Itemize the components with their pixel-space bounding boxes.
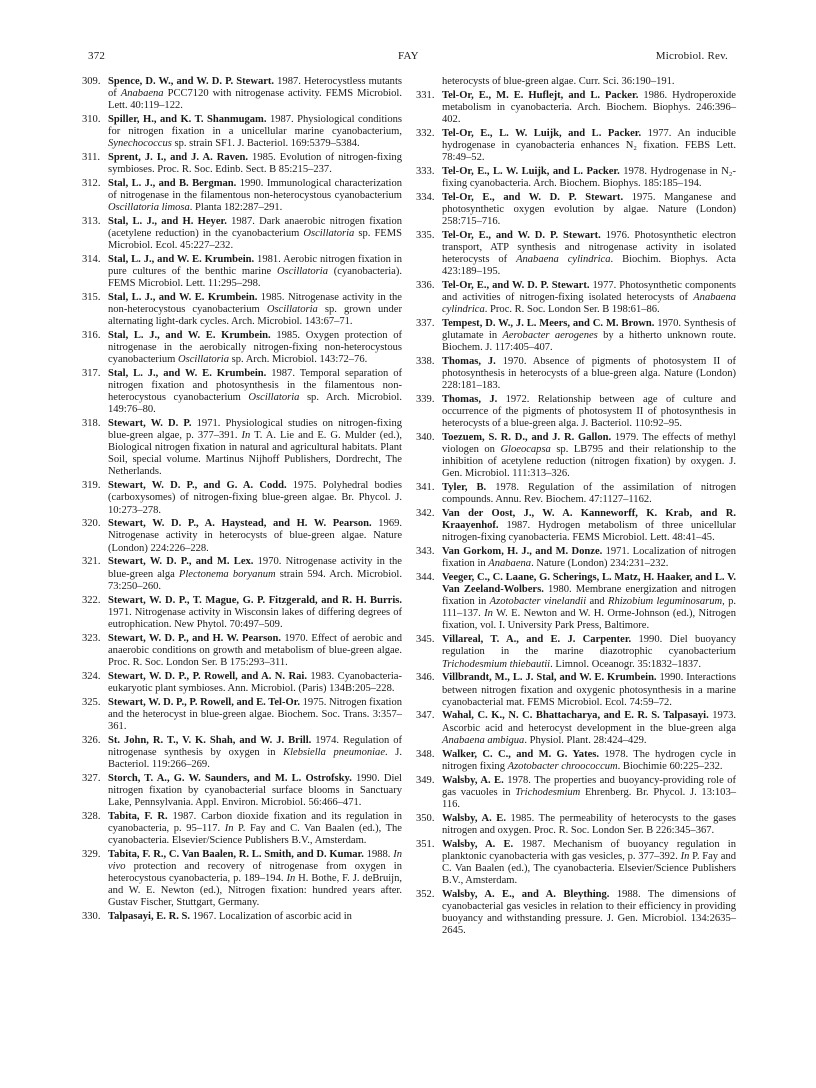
reference-segment: 1985. Nitrogenase activity in the non-heterocystous cyanobacterium (108, 292, 402, 316)
reference-entry (416, 634, 736, 670)
reference-authors: Stewart, W. D. P., A. Haystead, and H. W. Pearson. (108, 518, 372, 530)
reference-authors: Talpasayi, E. R. S. (108, 910, 190, 922)
reference-segment: 1987. Heterocystless mutants of (108, 76, 402, 100)
reference-authors: Stewart, W. D. P., T. Mague, G. P. Fitzgerald, and R. H. Burris. (108, 594, 402, 606)
reference-text (108, 292, 402, 327)
reference-authors: Walsby, A. E. (442, 812, 506, 824)
reference-authors: Walsby, A. E., and A. Bleything. (442, 888, 610, 900)
reference-segment: 1985. Oxygen protection of nitrogenase in the aerobically nitrogen-fixing non-heterocystous cyanobacterium (108, 330, 402, 366)
reference-segment: . Proc. R. Soc. London Ser. B 198:61–86. (484, 304, 660, 316)
reference-italic-term: Oscillatoria limosa (108, 202, 190, 214)
reference-authors: Tel-Or, E., L. W. Luijk, and L. Packer. (442, 166, 620, 177)
reference-entry (82, 556, 402, 592)
reference-segment: sp. FEMS Microbiol. Ecol. 45:227–232. (108, 228, 402, 252)
reference-number: 321. (82, 556, 101, 568)
reference-entry (82, 911, 402, 923)
reference-authors: Tel-Or, E., and W. D. P. Stewart. (442, 280, 590, 292)
reference-segment: 1971. Localization of nitrogen fixation in (442, 546, 737, 570)
reference-segment: 1987. Mechanism of buoyancy regulation in planktonic cyanobacteria with gas vesicles, p. 377–392. (442, 838, 736, 862)
reference-number: 326. (82, 734, 101, 746)
reference-segment: 1978. The hydrogen cycle in nitrogen fixing (442, 748, 737, 772)
reference-entry (416, 710, 736, 746)
reference-number: 350. (416, 812, 435, 824)
reference-entry (82, 254, 402, 290)
reference-entry (82, 76, 402, 112)
reference-italic-term: Oscillatoria (266, 304, 318, 316)
reference-authors: Toezuem, S. R. D., and J. R. Gallon. (442, 432, 612, 444)
reference-entry (82, 735, 402, 771)
reference-number: 349. (416, 774, 435, 786)
reference-entry (82, 811, 402, 847)
reference-italic-term: Azotobacter chroococcum (507, 760, 618, 772)
reference-text (108, 418, 402, 477)
reference-number: 333. (416, 166, 435, 177)
reference-segment: 1973. Ascorbic acid and heterocyst development in the blue-green alga (442, 710, 736, 734)
reference-segment: 1978. The properties and buoyancy-providing role of gas vacuoles in (442, 774, 736, 798)
reference-number: 331. (416, 89, 435, 101)
reference-entry (416, 775, 736, 811)
reference-segment: 1987. Physiological conditions for nitrogen fixation in a unicellular marine cyanobacterium, (108, 114, 402, 138)
reference-italic-term: Aerobacter aerogenes (502, 330, 598, 342)
reference-segment: P. Fay and C. Van Baalen (ed.), The cyanobacteria. Elsevier/Science Publishers B.V., Amsterdam. (108, 822, 402, 846)
reference-segment: T. A. Lie and E. G. Mulder (ed.), Biological nitrogen fixation in natural and agricultural habitats. Plant Soil, special volume. Martinus Nijhoff Publishers, Dordrecht, The Netherlands. (108, 430, 402, 478)
reference-segment: 1987. Temporal separation of nitrogen fixation and photosynthesis in the filamentous non-heterocystous cyanobacterium (108, 368, 402, 404)
reference-italic-term: Anabaena (120, 88, 164, 100)
reference-text (442, 710, 736, 745)
reference-text (108, 330, 402, 365)
reference-entry (416, 90, 736, 126)
reference-italic-term: In (286, 872, 296, 884)
reference-number: 334. (416, 191, 435, 203)
reference-number: 311. (82, 152, 101, 164)
reference-text (442, 482, 736, 505)
reference-segment: protection and recovery of nitrogenase from oxygen in heterocystous cyanobacteria, p. 189–194. (108, 860, 402, 884)
reference-entry (416, 356, 736, 392)
reference-text (108, 368, 402, 415)
reference-segment: P. Fay and C. Van Baalen (ed.), The cyanobacteria. Elsevier/Science Publishers B.V., Amsterdam. (442, 850, 737, 886)
reference-number: 345. (416, 634, 435, 646)
reference-segment: 1987. Carbon dioxide fixation and its regulation in cyanobacteria, p. 95–117. (108, 810, 403, 834)
reference-segment: 1970. Synthesis of glutamate in (442, 318, 736, 342)
reference-text (442, 280, 736, 315)
reference-text (442, 572, 736, 631)
reference-number: 343. (416, 546, 435, 558)
reference-segment: 1977. Photosynthetic components and activities of nitrogen-fixing isolated heterocysts of (442, 280, 737, 304)
reference-number: 327. (82, 772, 101, 784)
reference-number: 315. (82, 292, 101, 304)
reference-segment: 1969. Nitrogenase activity in heterocysts of blue-green algae. Nature (London) 224:226–228. (108, 518, 402, 554)
reference-authors: Wahal, C. K., N. C. Bhattacharya, and E. R. S. Talpasayi. (442, 710, 709, 722)
reference-segment: (cyanobacteria). FEMS Microbiol. Lett. 11:295–298. (108, 266, 402, 290)
reference-number: 330. (82, 910, 101, 922)
reference-text (442, 775, 736, 810)
reference-text (108, 735, 402, 770)
reference-italic-term: Oscillatoria (178, 354, 229, 366)
reference-segment: 1975. Nitrogen fixation and the heterocyst in blue-green algae. Biochem. Soc. Trans. 3:357–361. (108, 696, 402, 732)
reference-number: 337. (416, 318, 435, 330)
reference-italic-term: In (241, 430, 251, 442)
reference-authors: Sprent, J. I., and J. A. Raven. (108, 152, 249, 164)
reference-segment: . Limnol. Oceanogr. 35:1832–1837. (550, 658, 701, 670)
reference-text (442, 546, 736, 569)
reference-authors: Tel-Or, E., and W. D. P. Stewart. (442, 230, 601, 242)
reference-authors: Tabita, F. R., C. Van Baalen, R. L. Smith, and D. Kumar. (108, 848, 364, 860)
reference-segment: 1970. Effect of aerobic and anaerobic conditions on growth and metabolism of blue-green algae. Proc. R. Soc. London Ser. B 175:293–311. (108, 632, 403, 668)
reference-authors: Tempest, D. W., J. L. Meers, and C. M. Brown. (442, 318, 655, 330)
reference-segment: 1990. Diel buoyancy regulation in the marine diazotrophic cyanobacterium (442, 634, 736, 658)
reference-italic-term: In (224, 822, 234, 834)
reference-text (108, 849, 402, 908)
reference-segment: 1980. Membrane energization and nitrogen fixation in (442, 584, 737, 608)
reference-authors: Stal, L. J., and H. Heyer. (108, 216, 227, 228)
reference-segment: 1974. Regulation of nitrogenase synthesis by oxygen in (108, 734, 402, 758)
reference-italic-term: In (484, 608, 493, 620)
reference-segment: 1983. Cyanobacteria-eukaryotic plant symbioses. Ann. Microbiol. (Paris) 134B:205–228. (108, 670, 402, 694)
reference-entry (416, 394, 736, 430)
reference-italic-term: Oscillatoria (276, 266, 328, 278)
reference-authors: Spence, D. W., and W. D. P. Stewart. (108, 76, 275, 87)
reference-authors: Tel-Or, E., M. E. Huflejt, and L. Packer. (442, 89, 639, 101)
reference-number: 342. (416, 508, 435, 520)
reference-authors: Walsby, A. E. (442, 774, 504, 786)
reference-entry (82, 216, 402, 252)
reference-entry (82, 697, 402, 733)
reference-number: 317. (82, 368, 101, 380)
reference-entry (416, 76, 736, 88)
reference-number: 322. (82, 594, 101, 606)
reference-text (108, 518, 402, 553)
reference-authors: Villareal, T. A., and E. J. Carpenter. (442, 634, 632, 646)
reference-entry (82, 368, 402, 416)
reference-number: 332. (416, 127, 435, 139)
reference-text (442, 634, 736, 669)
reference-number: 324. (82, 670, 101, 682)
reference-segment: sp. LB795 and their relationship to the inhibition of acetylene reduction (nitrogen fixation) by oxygen. J. Gen. Microbiol. 111:313–326. (442, 444, 736, 480)
reference-italic-term: Anabaena ambigua (442, 734, 525, 746)
reference-text (108, 811, 402, 846)
reference-segment: 1970. Absence of pigments of photosystem II of photosynthesis in heterocysts of a blue-green alga. Nature (London) 228:181–183. (442, 356, 736, 392)
reference-authors: Walsby, A. E. (442, 838, 514, 850)
reference-segment: 1967. Localization of ascorbic acid in (189, 910, 352, 922)
reference-italic-term: Anabaena cylindrica (516, 254, 611, 266)
reference-authors: Walker, C. C., and M. G. Yates. (442, 748, 600, 760)
reference-segment: 1975. Polyhedral bodies (carboxysomes) of nitrogen-fixing blue-green algae. Br. Phycol. J. 10:273–278. (108, 480, 402, 516)
reference-authors: Stewart, W. D. P., P. Rowell, and A. N. Rai. (108, 670, 307, 682)
reference-number: 335. (416, 230, 435, 242)
reference-text (108, 633, 402, 668)
reference-italic-term: Synechococcus (108, 138, 172, 150)
reference-authors: Van Gorkom, H. J., and M. Donze. (442, 546, 603, 558)
reference-text (108, 76, 402, 111)
reference-text (108, 254, 402, 289)
reference-segment: H. Bothe, F. J. deBruijn, and W. E. Newton (ed.), Nitrogen fixation: hundred years after. Gustav Fischer, Stuttgart, Germany. (108, 872, 402, 908)
reference-italic-term: Oscillatoria (303, 228, 355, 240)
reference-segment: Ehrenberg. Br. Phycol. J. 13:103–116. (442, 786, 736, 810)
reference-entry (416, 482, 736, 506)
reference-segment: 1972. Relationship between age of culture and occurrence of the pigments of photosystem II of photosynthesis in heterocysts of a blue-green alga. J. Bacteriol. 110:92–95. (442, 394, 736, 430)
reference-entry (82, 292, 402, 328)
reference-number: 313. (82, 216, 101, 228)
reference-entry (416, 749, 736, 773)
reference-number: 352. (416, 888, 435, 900)
reference-column-left (82, 76, 402, 925)
reference-italic-term: Oscillatoria (248, 392, 300, 404)
reference-authors: Stal, L. J., and W. E. Krumbein. (108, 368, 267, 380)
reference-entry (82, 518, 402, 554)
reference-number: 325. (82, 696, 101, 708)
reference-entry (82, 178, 402, 214)
reference-number: 310. (82, 114, 101, 126)
reference-text (442, 394, 736, 429)
reference-italic-term: In vivo (108, 848, 402, 872)
reference-number: 347. (416, 710, 435, 722)
reference-segment: 1986. Hydroperoxide metabolism in cyanobacteria. Arch. Biochem. Biophys. 246:396–402. (442, 89, 736, 126)
reference-segment: 1978. Regulation of the assimilation of nitrogen compounds. Annu. Rev. Biochem. 47:1127–1162. (442, 482, 737, 506)
reference-entry (82, 633, 402, 669)
reference-italic-term: In (680, 850, 690, 862)
reference-text (442, 192, 736, 227)
reference-italic-term: Anabaena (488, 558, 532, 570)
reference-number: 338. (416, 356, 435, 368)
reference-authors: Tabita, F. R. (108, 810, 168, 822)
reference-segment: PCC7120 with nitrogenase activity. FEMS Microbiol. Lett. 40:119–122. (108, 88, 402, 112)
reference-text (442, 166, 736, 189)
reference-italic-term: Gloeocapsa (500, 444, 551, 456)
reference-number: 314. (82, 254, 101, 266)
reference-text (108, 480, 402, 515)
reference-number: 348. (416, 748, 435, 760)
reference-text (108, 773, 402, 808)
reference-number: 312. (82, 178, 101, 190)
reference-number: 336. (416, 280, 435, 292)
reference-number: 309. (82, 76, 101, 87)
reference-entry (416, 672, 736, 708)
reference-text (442, 128, 736, 163)
reference-number: 340. (416, 432, 435, 444)
reference-entry (416, 546, 736, 570)
reference-text (108, 911, 352, 922)
reference-entry (416, 813, 736, 837)
reference-entry (82, 114, 402, 150)
reference-authors: St. John, R. T., V. K. Shah, and W. J. Brill. (108, 734, 312, 746)
reference-text (108, 178, 402, 213)
running-author: FAY (398, 50, 419, 62)
reference-text (442, 76, 675, 87)
reference-text (108, 556, 402, 591)
reference-text (442, 318, 736, 353)
reference-text (108, 152, 402, 175)
reference-number: 319. (82, 480, 101, 492)
reference-text (442, 749, 736, 772)
reference-segment: 1990. Interactions between nitrogen fixation and oxygenic photosynthesis in a marine cyanobacterial mat. FEMS Microbiol. Ecol. 74:59–72. (442, 672, 736, 708)
reference-entry (416, 192, 736, 228)
reference-segment: . Planta 182:287–291. (189, 202, 283, 214)
reference-authors: Stal, L. J., and B. Bergman. (108, 178, 237, 190)
reference-text (108, 671, 402, 694)
reference-authors: Thomas, J. (442, 394, 498, 406)
reference-segment: 1985. Evolution of nitrogen-fixing symbioses. Proc. R. Soc. Edinb. Sect. B 85:215–237. (108, 152, 402, 176)
reference-text (108, 595, 402, 630)
reference-authors: Thomas, J. (442, 356, 496, 368)
reference-authors: Stewart, W. D. P., and H. W. Pearson. (108, 632, 281, 644)
reference-authors: Tyler, B. (442, 482, 487, 494)
reference-authors: Van der Oost, J., W. A. Kanneworff, K. Krab, and R. Kraayenhof. (442, 508, 736, 532)
reference-segment: 1975. Manganese and photosynthetic oxygen evolution by algae. Nature (London) 258:715–716. (442, 191, 736, 228)
reference-entry (416, 432, 736, 480)
reference-entry (416, 280, 736, 316)
reference-entry (82, 849, 402, 909)
page-number: 372 (88, 50, 106, 62)
reference-entry (416, 889, 736, 937)
reference-authors: Tel-Or, E., L. W. Luijk, and L. Packer. (442, 127, 642, 139)
reference-segment: W. E. Newton and W. H. Orme-Johnson (ed.), Nitrogen fixation, vol. I. University Park Press, Baltimore. (442, 608, 736, 632)
reference-text (442, 889, 736, 936)
reference-segment: 1985. The permeability of heterocysts to the gases nitrogen and oxygen. Proc. R. Soc. London Ser. B 226:345–367. (442, 812, 736, 836)
reference-number: 351. (416, 838, 435, 850)
reference-number: 323. (82, 632, 101, 644)
reference-authors: Stal, L. J., and W. E. Krumbein. (108, 254, 255, 266)
reference-segment: heterocysts of blue-green algae. Curr. Sci. 36:190–191. (442, 76, 675, 87)
reference-segment: 1987. Hydrogen metabolism of three unicellular nitrogen-fixing cyanobacteria. FEMS Microbiol. Lett. 48:41–45. (442, 520, 736, 544)
reference-authors: Stewart, W. D. P. (108, 418, 192, 430)
reference-column-right (416, 76, 736, 939)
reference-italic-term: Trichodesmium thiebautii (442, 658, 551, 670)
reference-entry (82, 330, 402, 366)
reference-authors: Spiller, H., and K. T. Shanmugam. (108, 114, 267, 126)
reference-segment: 1990. Diel nitrogen fixation by cyanobacterial surface blooms in Sanctuary Lake, Pennsylvania. Appl. Environ. Microbiol. 56:466–471. (108, 772, 402, 808)
reference-entry (416, 839, 736, 887)
reference-italic-term: Klebsiella pneumoniae (283, 746, 386, 758)
reference-text (442, 356, 736, 391)
reference-text (108, 216, 402, 251)
reference-segment: 1979. The effects of methyl viologen on (442, 432, 736, 456)
reference-entry (82, 671, 402, 695)
journal-name: Microbiol. Rev. (655, 50, 728, 62)
reference-segment: 1988. The dimensions of cyanobacterial gas vesicles in relation to their efficiency in providing buoyancy and withstanding pressure. J. Gen. Microbiol. 134:2635–2645. (442, 888, 736, 936)
reference-number: 339. (416, 394, 435, 406)
reference-segment: 1971. Nitrogenase activity in Wisconsin lakes of differing degrees of eutrophication. New Phytol. 70:497–509. (108, 606, 402, 630)
reference-segment: 1971. Physiological studies on nitrogen-fixing blue-green algae, p. 377–391. (108, 418, 402, 442)
reference-entry (416, 572, 736, 632)
reference-entry (82, 152, 402, 176)
reference-text (442, 90, 736, 125)
reference-entry (416, 128, 736, 164)
reference-segment: , p. 111–137. (442, 596, 736, 620)
reference-text (442, 508, 736, 543)
reference-segment: 1987. Dark anaerobic nitrogen fixation (acetylene reduction) in the cyanobacterium (108, 216, 402, 240)
reference-italic-term: Anabaena cylindrica (442, 292, 736, 316)
reference-authors: Stewart, W. D. P., and M. Lex. (108, 556, 254, 568)
reference-segment: . Biochimie 60:225–232. (617, 760, 723, 772)
reference-text (442, 230, 736, 277)
reference-entry (82, 773, 402, 809)
reference-italic-term: Plectonema boryanum (178, 568, 276, 580)
reference-segment: 1978. Hydrogenase in N₂-fixing cyanobacteria. Arch. Biochem. Biophys. 185:185–194. (442, 166, 736, 190)
reference-authors: Stal, L. J., and W. E. Krumbein. (108, 292, 258, 304)
reference-segment: . Physiol. Plant. 28:424–429. (524, 734, 647, 746)
page-header (88, 50, 728, 66)
reference-segment: 1977. An inducible hydrogenase in cyanobacteria enhances N₂ fixation. FEBS Lett. 78:49–52. (442, 127, 736, 164)
reference-segment: 1981. Aerobic nitrogen fixation in pure cultures of the benthic marine (108, 254, 402, 278)
reference-segment: 1988. (363, 848, 394, 860)
reference-number: 329. (82, 848, 101, 860)
reference-segment: . Biochim. Biophys. Acta 423:189–195. (442, 254, 736, 278)
reference-entry (416, 166, 736, 190)
reference-entry (416, 230, 736, 278)
reference-italic-term: Azotobacter vinelandii (489, 596, 587, 608)
reference-segment: strain 594. Arch. Microbiol. 73:250–260. (108, 568, 402, 592)
reference-entry (82, 480, 402, 516)
reference-segment: sp. Arch. Microbiol. 149:76–80. (108, 392, 402, 416)
reference-number: 316. (82, 330, 101, 342)
reference-segment: 1976. Photosynthetic electron transport, ATP synthesis and nitrogenase activity in isolated heterocysts of (442, 230, 736, 266)
reference-segment: by a hitherto unknown route. Biochem. J. 117:405–407. (442, 330, 736, 354)
reference-authors: Tel-Or, E., and W. D. P. Stewart. (442, 191, 624, 203)
reference-number: 318. (82, 418, 101, 430)
reference-number: 346. (416, 672, 435, 684)
reference-entry (82, 595, 402, 631)
reference-number: 328. (82, 810, 101, 822)
reference-segment: 1990. Immunological characterization of nitrogenase in the filamentous non-heterocystous cyanobacterium (108, 178, 402, 202)
reference-text (108, 697, 402, 732)
reference-text (442, 432, 736, 479)
reference-segment: 1970. Nitrogenase activity in the blue-green alga (108, 556, 402, 580)
reference-authors: Stal, L. J., and W. E. Krumbein. (108, 330, 271, 342)
reference-italic-term: Trichodesmium (515, 786, 581, 798)
reference-authors: Storch, T. A., G. W. Saunders, and M. L. Ostrofsky. (108, 772, 352, 784)
reference-italic-term: Rhizobium leguminosarum (608, 596, 723, 608)
reference-number: 341. (416, 482, 435, 494)
reference-text (442, 672, 736, 707)
reference-segment: sp. grown under alternating light-dark cycles. Arch. Microbiol. 143:67–71. (108, 304, 403, 328)
reference-number: 320. (82, 518, 101, 530)
reference-entry (416, 318, 736, 354)
reference-entry (416, 508, 736, 544)
reference-segment: and (586, 596, 609, 608)
reference-authors: Veeger, C., C. Laane, G. Scherings, L. Matz, H. Haaker, and L. V. Van Zeeland-Wolbers. (442, 572, 736, 596)
reference-segment: . Nature (London) 234:231–232. (531, 558, 669, 570)
reference-text (108, 114, 402, 149)
reference-authors: Stewart, W. D. P., P. Rowell, and E. Tel-Or. (108, 696, 301, 708)
reference-text (442, 839, 736, 886)
reference-authors: Stewart, W. D. P., and G. A. Codd. (108, 480, 287, 492)
reference-segment: sp. strain SF1. J. Bacteriol. 169:5379–5384. (171, 138, 360, 150)
reference-entry (82, 418, 402, 478)
reference-segment: sp. Arch. Microbiol. 143:72–76. (228, 354, 368, 366)
reference-authors: Villbrandt, M., L. J. Stal, and W. E. Krumbein. (442, 672, 657, 684)
reference-number: 344. (416, 572, 435, 584)
reference-segment: . J. Bacteriol. 119:266–269. (108, 746, 402, 770)
reference-text (442, 813, 736, 836)
